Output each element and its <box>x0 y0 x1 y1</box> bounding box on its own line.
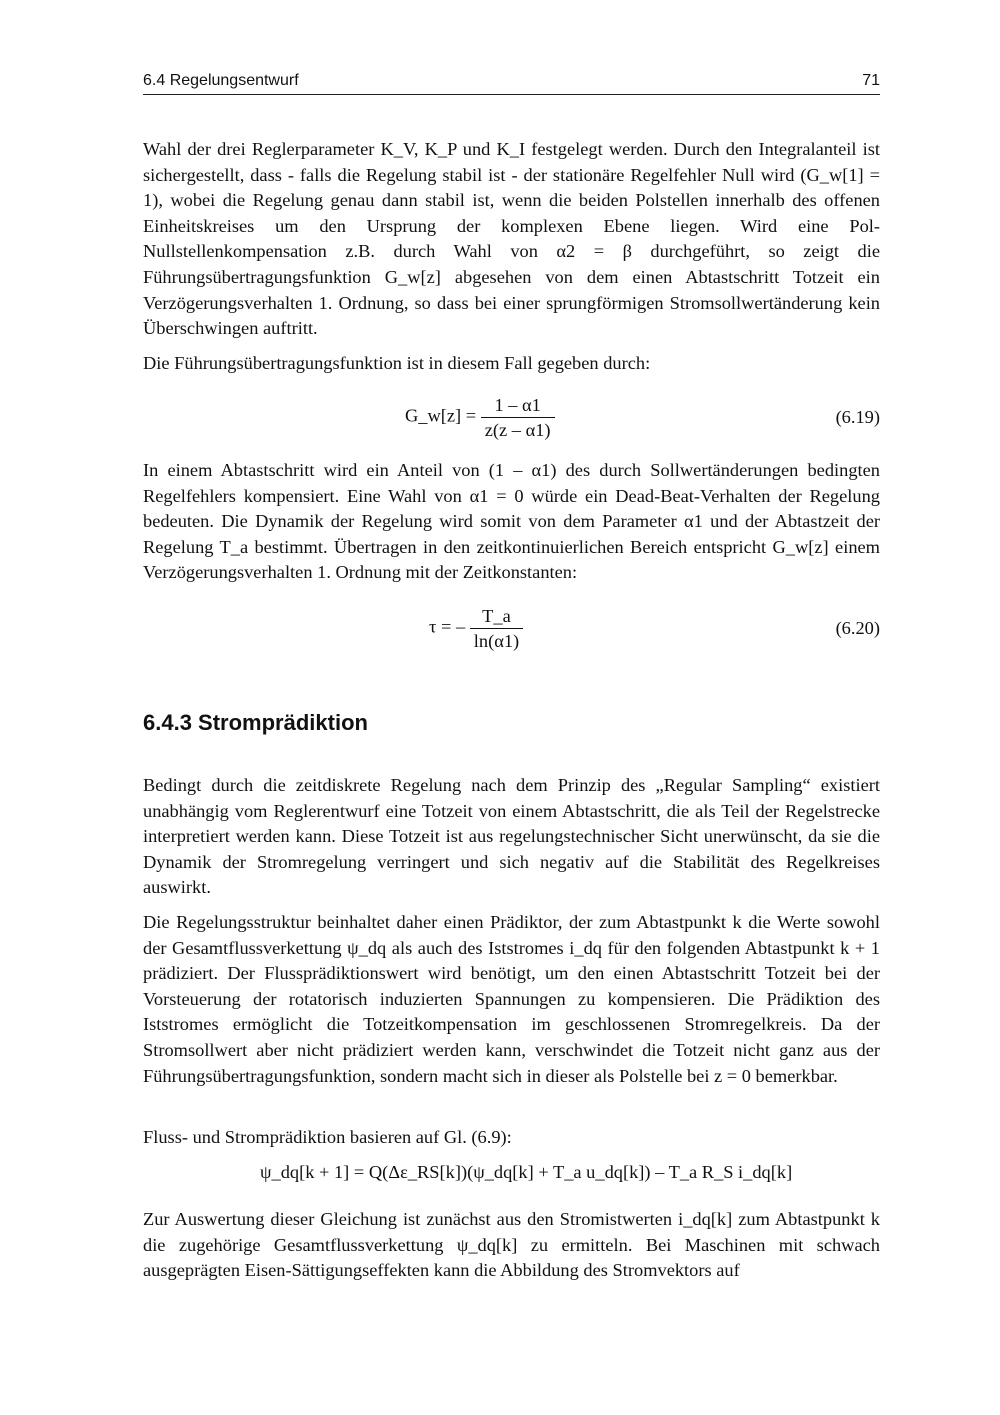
paragraph-transfer-intro: Die Führungsübertragungsfunktion ist in diesem Fall gegeben durch: <box>143 353 651 373</box>
equation-6-19 <box>143 393 880 449</box>
equation-6-19-fraction <box>481 393 555 442</box>
section-heading: 6.4.3 Stromprädiktion <box>143 710 368 735</box>
equation-6-20-number: (6.20) <box>835 618 880 638</box>
equation-6-19-numerator: 1 – α1 <box>481 393 555 418</box>
equation-6-20-body <box>429 604 523 653</box>
equation-6-19-number: (6.19) <box>835 407 880 427</box>
equation-6-19-body <box>405 393 555 442</box>
equation-6-19-denominator: z(z – α1) <box>484 420 551 440</box>
paragraph-controller-parameters: Wahl der drei Reglerparameter K_V, K_P und K_I festgelegt werden. Durch den Integralanteil ist sichergestellt, dass - falls die Regelung stabil ist - der stationäre Regelfehler Null wird (G_w[1] = 1), wobei die Regelung genau dann stabil ist, wenn die beiden Polstellen innerhalb des offenen Einheitskreises um den Ursprung der komplexen Ebene liegen. Wird eine Pol-Nullstellenkompensation z.B. durch Wahl von α2 = β durchgeführt, so zeigt die Führungsübertragungsfunktion G_w[z] abgesehen von dem einen Abtastschritt Totzeit ein Verzögerungsverhalten 1. Ordnung, so dass bei einer sprungförmigen Stromsollwertänderung kein Überschwingen auftritt. <box>143 139 880 339</box>
equation-6-20 <box>143 604 880 660</box>
equation-6-9-formula: ψ_dq[k + 1] = Q(Δε_RS[k])(ψ_dq[k] + T_a u_dq[k]) – T_a R_S i_dq[k] <box>260 1162 793 1182</box>
paragraph-regular-sampling: Bedingt durch die zeitdiskrete Regelung nach dem Prinzip des „Regular Sampling“ existiert unabhängig vom Reglerentwurf eine Totzeit von einem Abtastschritt, die als Teil der Regelstrecke interpretiert werden kann. Diese Totzeit ist aus regelungstechnischer Sicht unerwünscht, da sie die Dynamik der Stromregelung verringert und sich negativ auf die Stabilität des Regelkreises auswirkt. <box>143 775 880 898</box>
equation-6-19-lhs: G_w[z] = <box>405 405 477 426</box>
paragraph-deadbeat: In einem Abtastschritt wird ein Anteil von (1 – α1) des durch Sollwertänderungen bedingten Regelfehlers kompensiert. Eine Wahl von α1 = 0 würde ein Dead-Beat-Verhalten der Regelung bedeuten. Die Dynamik der Regelung wird somit von dem Parameter α1 und der Abtastzeit der Regelung T_a bestimmt. Übertragen in den zeitkontinuierlichen Bereich entspricht G_w[z] einem Verzögerungsverhalten 1. Ordnung mit der Zeitkonstanten: <box>143 460 880 583</box>
equation-6-20-lhs: τ = – <box>429 616 466 637</box>
equation-6-20-denominator: ln(α1) <box>473 631 520 651</box>
paragraph-predictor: Die Regelungsstruktur beinhaltet daher einen Prädiktor, der zum Abtastpunkt k die Werte sowohl der Gesamtflussverkettung ψ_dq als auch des Iststromes i_dq für den folgenden Abtastpunkt k + 1 prädiziert. Der Flussprädiktionswert wird benötigt, um den einen Abtastschritt Totzeit bei der Vorsteuerung der rotatorisch induzierten Spannungen zu kompensieren. Die Prädiktion des Iststromes ermöglicht die Totzeitkompensation im geschlossenen Stromregelkreis. Da der Stromsollwert aber nicht prädiziert werden kann, verschwindet die Totzeit nicht ganz aus der Führungsübertragungsfunktion, sondern macht sich in dieser als Polstelle bei z = 0 bemerkbar. <box>143 912 880 1086</box>
paragraph-evaluation: Zur Auswertung dieser Gleichung ist zunächst aus den Stromistwerten i_dq[k] zum Abtastpunkt k die zugehörige Gesamtflussverkettung ψ_dq[k] zu ermitteln. Bei Maschinen mit schwach ausgeprägten Eisen-Sättigungseffekten kann die Abbildung des Stromvektors auf <box>143 1209 880 1281</box>
equation-6-9 <box>143 1162 880 1192</box>
running-header <box>143 70 880 95</box>
equation-6-20-numerator: T_a <box>470 604 523 629</box>
equation-6-20-fraction <box>470 604 523 653</box>
paragraph-equation-reference: Fluss- und Stromprädiktion basieren auf Gl. (6.9): <box>143 1127 512 1147</box>
header-page-number: 71 <box>862 72 880 89</box>
header-section-title: 6.4 Regelungsentwurf <box>143 72 299 89</box>
